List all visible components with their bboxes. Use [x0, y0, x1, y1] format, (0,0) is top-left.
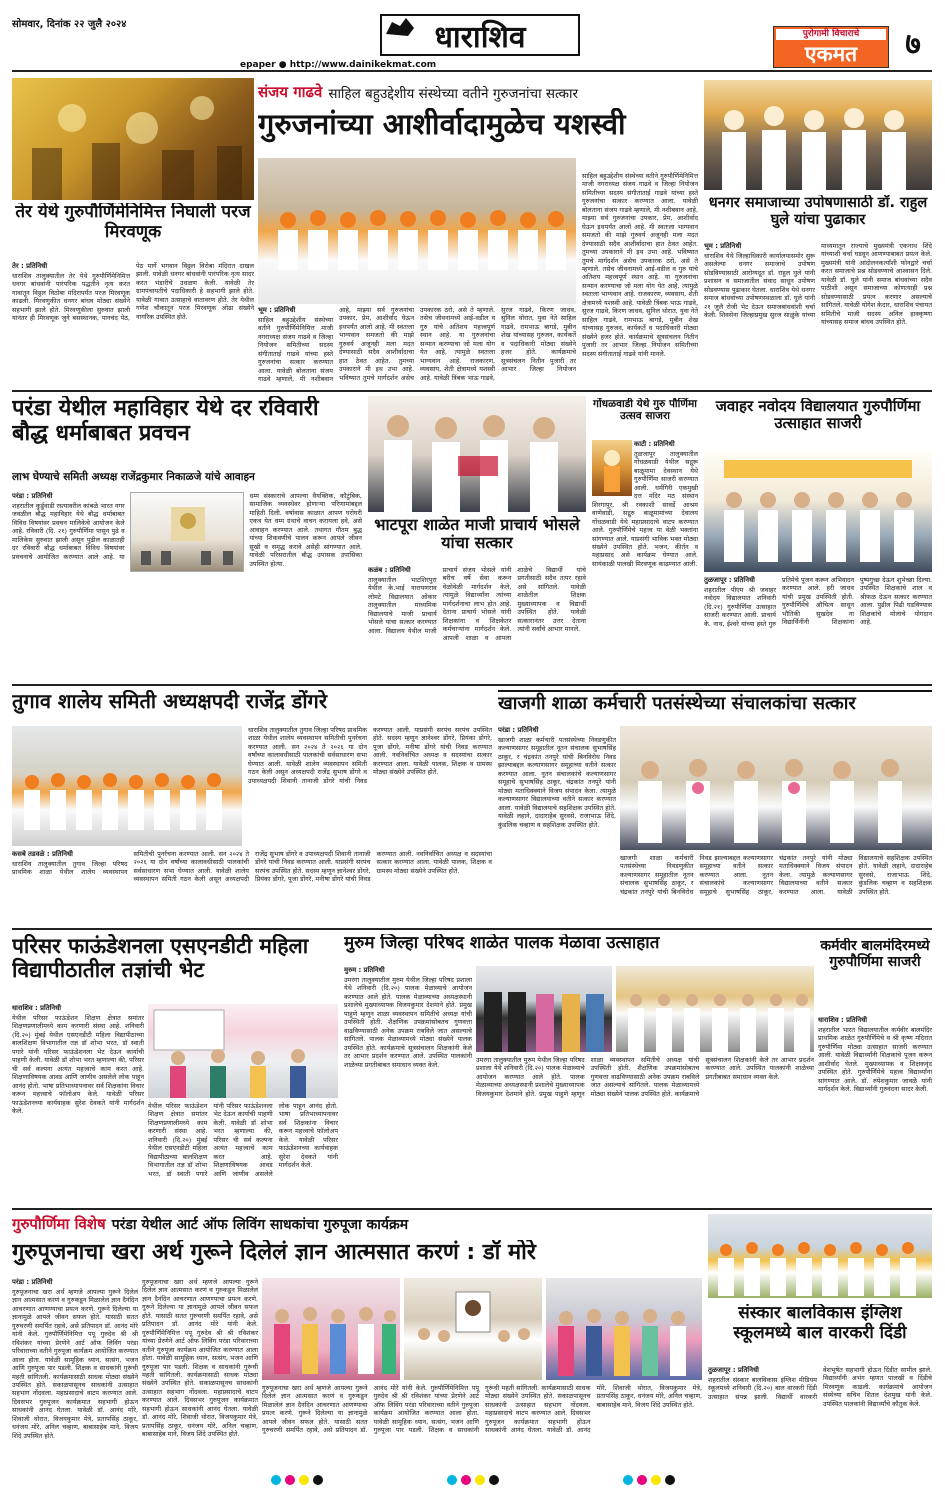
story13-tag: गुरुपौर्णिमा विशेष: [12, 1215, 106, 1234]
registration-dot: [475, 1475, 485, 1485]
story5-headline: भाटपूरा शाळेत माजी प्राचार्य भोसले यांचा सत्कार: [374, 516, 580, 553]
registration-marks: [0, 1470, 945, 1490]
story9-body: [498, 726, 616, 924]
story11-body: [344, 966, 472, 1202]
story3-text: धाराशिव येथे जिल्हाधिकारी कार्यालयासमोर सुरू असलेल्या धनगर समाजाचे उपोषण सोडविण्यासाठी आरोग्यदूत डॉ. राहुल घुले यांनी प्रशासन व समाजातील संवाद साधून उपोषण सोडवण्यास पुढाकार घेतला. धाराशिव येथे धनगर समाज बांधवांच्या उपोषणस्थळाला डॉ. घुले यांनी २१ जुलै रोजी भेट देऊन समाजबांधवांशी चर्चा केली. शिवसेना जिल्हाप्रमुख सुरज साळुंके यांच्या माध्यमातून राज्याचे मुख्यमंत्री एकनाथ शिंदे यांच्याशी चर्चा घडवून आणण्याबाबत प्रयत्न केले. मुख्यमंत्री यांनी आंदोलनकर्त्यांशी फोनद्वारे चर्चा करत समाजाचे प्रश्न सोडवण्याचे आश्वासन दिले. यावेळी डॉ. घुले यांनी समाज बांधवांच्या सदैव पाठीशी असून समाजाच्या कोणत्याही प्रश्न सोडवण्यासाठी प्रयत्न करणार असल्याचे सांगितले. यावेळी योगेश केदार, धाराशिव पंचायत समितीचे माजी सदस्य अनिल हाक्कृष्णा यांच्यासह समाज बांधव उपस्थित होते.: [704, 242, 932, 327]
story7-text: शहरातील पीएम श्री जवाहर नवोदय विद्यालयात शनिवारी (दि.२१) गुरुपौर्णिमा उत्साहात साजरी करण्यात आली. प्राचार्य के. नाथ, ईश्वरे यांच्या हस्ते गुरु प्रतिमेचे पूजन करून अभिवादन करण्यात आले. हरी जाधव यांची प्रमुख उपस्थिती होती. गुरुपौर्णिमेचे औचित्य साधून भौतिकी सुखदेव ना विद्यार्थिनींनी शिक्षकांना पुष्पगुच्छ देऊन शुभेच्छा दिल्या. उपस्थित शिक्षकांचे शाल व श्रीफळ देऊन सत्कार करण्यात आला. पुढील पिढी घडविण्यास शिक्षकांचे मोलाचे योगदान आहे.: [704, 576, 932, 628]
masthead-url[interactable]: epaper ● http://www.dainikekmat.com: [240, 60, 437, 70]
masthead-date: सोमवार, दिनांक २२ जुलै २०२४: [12, 19, 127, 30]
story10-body: [12, 1004, 144, 1120]
story9-body-bottom: [620, 854, 932, 924]
story13-headline: गुरुपूजनाचा खरा अर्थ गुरूने दिलेलं ज्ञान आत्मसात करणं : डॉ मोरे: [12, 1240, 536, 1265]
story9-text: खाजगी शाळा कर्मचारी पतसंस्थेच्या निवडणुकीत कल्याणसागर समूहातील नूतन संचालक सुभाषसिंह ठाकूर, र चंद्रकांत तनपुरे यांची बिनविरोध निवड झाल्याबद्दल कल्याणसागर समूहाच्या वतीने सत्कार करण्यात आला. नूतन संचालकांचे कल्याणसागर समूहाचे सुभाषसिंह ठाकूर, चंद्रकांत तनपुरे यांनी मोठ्या मताधिक्क्याने विजय संपादन केला. त्यामुळे कल्याणसागर विद्यालयाच्या वतीने सत्कार करण्यात आला. यावेळी विद्यालयाचे सहशिक्षक उपस्थित होते. यावेळी लहाने, दादाराहेब सुरवसे, राजाभाऊ शिंदे, कुंडलिक चव्हाण व सहशिक्षक उपस्थित होते.: [498, 735, 616, 829]
story1-text-cont: साहिल बहुउद्देशीय संस्थेच्या वतीने गुरुपौर्णिमेनिमित्त माजी नगराध्यक्ष संजय गाढवे व जिल्हा नियोजन समितीच्या सदस्य संगीताताई गाढवे यांच्या हस्ते गुरुजनांचा सत्कार करण्यात आला. यावेळी बोलताना संजय गाढवे म्हणाले, मी नशीबवान आहे, माझ्या सर्व गुरुजनांचा उपकार, प्रेम, आशीर्वाद घेऊन इथपर्यंत आलो आहे. मी स्वतःला भाग्यवान समजतो की माझे गुरुवर्य अजूनही मला मदत देण्यासाठी सदैव आशीर्वादाचा हात ठेवत आहेत. तुमच्या उपकाराने मी इथ उभा आहे. भविष्यात तुमचे मार्गदर्शन असेच उपकारक ठरो, असे ते म्हणाले. तसेच जीवनामध्ये आई-वडील व गुरु यांचे अतिशय महत्त्वपूर्ण स्थान आहे. या गुरुजनांचा सन्मान करण्याचा जो मला योग येत आहे, त्यामुळे स्वतःला भाग्यवान आहे. राजकारण, व्यवसाय, शेती क्षेत्रामध्ये यशस्वी आहे. यावेळी त्रिंबक भाऊ गाढवे, सुरज गाढवे, किरण जाधव, सुनिल थोरात, युवा नेते साहिल गाढवे, रामभाऊ बागडे, मुबीन शेख यांच्यासह गुरुजन, कार्यकर्ते व पदाधिकारी मोठ्या संख्येने हजर होते. कार्यक्रमाचे सूत्रसंचलन नितीन पुजारी तर आभार जिल्हा नियोजन समितीच्या सदस्य संगीताताई गाढवे यांनी मानले.: [582, 172, 698, 358]
story13-tag-row: [12, 1214, 702, 1236]
registration-dot: [489, 1475, 499, 1485]
brand-name: एकमत: [804, 42, 858, 66]
story10-text-cont: येथील परिसर फाऊंडेशन शिक्षण क्षेत्रात समांतर शिक्षणप्रणालीमध्ये काम करणारी संस्था आहे. शनिवारी (दि.२०) मुंबई येथील एसएनडीटी महिला विद्यापीठाच्या बालशिक्षण विभागातील तज्ञ डॉ शोभा भरत, डॉ स्वाती पगारे यांनी परिसर फाऊंडेशनला भेट देऊन कार्याची पाहणी केली. यावेळी डॉ शोभा भरत म्हणाल्या की, परिसर ची सर्व कल्पना अत्यंत महत्त्वाचे काम करत आहे. शिक्षणाविषयक आवड आणि जाणीव असलेले लोक पाहून आनंद होतो. भाषा प्रतिभाध्यापनावर सर्व शिक्षकांना विचार करून महत्त्वाचे फॉलोअप केले. यावेळी परिसर फाऊंडेशनच्या कार्यवाहक सुरेश देवकते यांनी मार्गदर्शन केले.: [148, 1102, 338, 1178]
parisar-visit-photo: [148, 1004, 338, 1098]
story13-text-cont: गुरुपूजनाचा खरा अर्थ म्हणजे आपल्या गुरूने दिलेलं ज्ञान आत्मसात करणं व गुरुकडून मिळालेलं ज्ञान दैनंदिन आचरणात आणण्याचा प्रयत्न करणे. गुरूने दिलेल्या या ज्ञानामुळे आपले जीवन सफल होते. यासाठी सतत गुरुचरणी समर्पित रहावे, असे प्रतिपादन डॉ. आनंद मोरे यांनी केले. गुरुपौर्णिमेनिमित्त पपू गुरुदेव श्री श्री रविशंकर यांच्या प्रेरणेने आर्ट ऑफ लिविंग परंडा परिवाराच्या वतीने गुरुपूजा कार्यक्रम आयोजित करण्यात आला होता. यावेळी सामूहिक ध्यान, सत्संग, भजन आणि गुरुपूजा पार पडली. शिक्षक व साधकांनी गुरूंची महती सांगितली. कार्यक्रमासाठी साधक मोठ्या संख्येने उपस्थित होते. सकाळपासूनच साधकांनी उत्साहात सहभाग नोंदवला. महाप्रसादाचे वाटप करण्यात आले. दिवसभर गुरुपूजन कार्यक्रमात सहभागी होऊन साधकांनी आनंद घेतला. यावेळी डॉ. आनंद मोरे, शिवाजी थोरात, विजयकुमार मेत्रे, प्रतापसिंह ठाकूर, धनंजय मोरे, अनिल चव्हाण, बाबासाहेब माने, विजय शिंदे उपस्थित होते.: [142, 1278, 258, 1439]
story8-body: [12, 850, 492, 924]
registration-dot: [271, 1475, 281, 1485]
story11-body-bottom: [476, 1056, 814, 1202]
dindi-children-photo: [708, 1214, 932, 1298]
story1-byline: भूम : प्रतिनिधी: [258, 306, 296, 314]
story4-text: शहरातील कुर्डुवाडी रस्त्यावरील कांबळे भारत नगर जवळील बौद्ध महाविहार येथे बौद्ध धर्माबाबत विविध विषयांवर प्रवचन मालिकेचे आयोजन केले आहे. रविवारी (दि. २१) गुरुपौर्णिमा पासून पुढे व मालिकेस सुरुवात झाली असून पुढील काळातही दर रविवारी बौद्ध धर्माबाबत विविध विषयांवर प्रवचनाचे आयोजित करण्यात आले आहे. या धम्म संस्काराचे आपल्या वैयक्तिक, कौटुंबिक, सामाजिक व्यवस्थेवर होणाऱ्या परिणामांबद्दल माहिती दिली. वर्षावास काळात आपण घरोघरी एकत्र येत धम्म ग्रंथाचे वाचन करायला हवे, असे आवाहन करण्यात आले. तथागत गौतम बुद्ध यांच्या शिकवणीचे पालन करून आपले जीवन सुखी व समृद्ध करावे असेही सांगण्यात आले. यावेळी परिसरातील बौद्ध उपासक उपासिका उपस्थित होत्या.: [12, 492, 362, 568]
story13-body: [12, 1278, 138, 1458]
story10-body-bottom: [148, 1102, 338, 1202]
story5-text: तालुक्यातील भाटशिरपुरा येथील के.भाई नारायणराव लोमटे विद्यालयात ओंकार तालुक्यातील माध्यमिक विद्यालयाचे माजी प्राचार्य भोसले यांचा सत्कार करण्यात आला. विद्यालय येथील माजी प्राचार्य संजय भोसले यांनी बरीच वर्षे सेवा करून वेळोवेळी मार्गदर्शन केले, त्यामुळे विद्यार्थ्यांना त्यांच्या मार्गदर्शनाचा लाभ होत आहे. देताना प्राचार्य भोसले यांनी शिक्षकांना व शिक्षकेतर कर्मचाऱ्यांना मार्गदर्शन केले. आपली शाळा व आपला शाळेचे विद्यार्थी यांचे प्रगतीसाठी सदैव तत्पर रहावे असे सांगितले. यावेळी शाळेतील शिक्षक मुख्याध्यापक व विद्यार्थी उपस्थित होते. यावेळी सत्कारानंतर उत्तर देताना त्यांनी सर्वांचे आभार मानले.: [368, 566, 586, 642]
story1-headline: गुरुजनांच्या आशीर्वादामुळेच यशस्वी: [258, 108, 626, 141]
story7-byline: तुळजापूर : प्रतिनिधी: [704, 576, 755, 584]
aol-group-photo-1: [262, 1278, 400, 1380]
story7-headline: जवाहर नवोदय विद्यालयात गुरुपौर्णिमा उत्साहात साजरी: [715, 398, 921, 433]
tugaon-committee-photo: [12, 726, 242, 846]
story12-body: [818, 1016, 932, 1202]
story3-byline: भूम : प्रतिनिधी: [704, 242, 742, 250]
story1-text: साहिल बहुउद्देशीय संस्थेच्या वतीने गुरुपौर्णिमेनिमित्त माजी नगराध्यक्ष संजय गाढवे व जिल्हा नियोजन समितीच्या सदस्य संगीताताई गाढवे यांच्या हस्ते गुरुजनांचा सत्कार करण्यात आला. यावेळी बोलताना संजय गाढवे म्हणाले, मी नशीबवान आहे, माझ्या सर्व गुरुजनांचा उपकार, प्रेम, आशीर्वाद घेऊन इथपर्यंत आलो आहे. मी स्वतःला भाग्यवान समजतो की माझे गुरुवर्य अजूनही मला मदत देण्यासाठी सदैव आशीर्वादाचा हात ठेवत आहेत. तुमच्या उपकाराने मी इथ उभा आहे. भविष्यात तुमचे मार्गदर्शन असेच उपकारक ठरो, असे ते म्हणाले. तसेच जीवनामध्ये आई-वडील व गुरु यांचे अतिशय महत्त्वपूर्ण स्थान आहे. या गुरुजनांचा सन्मान करण्याचा जो मला योग येत आहे, त्यामुळे स्वतःला भाग्यवान आहे. राजकारण, व्यवसाय, शेती क्षेत्रामध्ये यशस्वी आहे. यावेळी त्रिंबक भाऊ गाढवे, सुरज गाढवे, किरण जाधव, सुनिल थोरात, युवा नेते साहिल गाढवे, रामभाऊ बागडे, मुबीन शेख यांच्यासह गुरुजन, कार्यकर्ते व पदाधिकारी मोठ्या संख्येने हजर होते. कार्यक्रमाचे सूत्रसंचलन नितीन पुजारी तर आभार जिल्हा नियोजन: [258, 306, 576, 384]
brand-box: [773, 26, 889, 68]
color-dots-right: [621, 1475, 677, 1485]
story13-body-3: [262, 1384, 702, 1458]
story2-headline: तेर येथे गुरुपौर्णिमेनिमित्त निघाली परज मिरवणूक: [15, 203, 251, 242]
story13-headline-top: परंडा येथील आर्ट ऑफ लिविंग साधकांचा गुरुपूजा कार्यक्रम: [111, 1216, 409, 1233]
story11-byline: मुरुम : प्रतिनिधी: [344, 966, 385, 974]
registration-dot: [313, 1475, 323, 1485]
story14-text: शहरातील संस्कार बालविकास इंग्लिश मीडियम स्कूलमध्ये शनिवारी (दि.२०) बाल वारकरी दिंडी उत्साहात संपन्न झाली. विद्यार्थी वारकरी वेशभूषेत सहभागी होऊन दिंडीत सामील झाले. विद्यार्थ्यांनी अभंग म्हणत पालखी व दिंडीचे मिरवणूक काढली. कार्यक्रमाचे आयोजन संस्थेच्या सचिव शितल देशमुख यांनी केले. उपस्थित पालकांनी विद्यार्थ्यांचे कौतुक केले.: [708, 1366, 932, 1408]
story6-text: तुळजापूर तालुक्यातील गोंधळवाडी येथील सद्गुरू बाळूमामा देवस्थान येथे गुरुपौर्णिमा साजरी करण्यात आली. धर्मगिरी एकमुखी दत्त मंदिर मठ संस्थान शिरगापूर, श्री रवकाशी सावर्डे आश्रम वाणेवाडी, सद्गुरु बाळूमामांच्या देवालय गोंधळवाडी येथे महाप्रसादाचे वाटप करण्यात आले. गुरुपौर्णिमेचे महत्त्व या वेळी भक्तांना सांगण्यात आले. याप्रसंगी भाविक भक्त मोठ्या संख्येने उपस्थित होते. भजन, कीर्तन व महाप्रसाद असे कार्यक्रम घेण्यात आले. सायंकाळी पालखी मिरवणूक काढण्यात आली.: [592, 449, 698, 568]
story6-byline: काटी : प्रतिनिधी: [634, 440, 675, 448]
story7-body: [704, 576, 932, 678]
story6-headline: गोंधळवाडी येथे गुरु पौर्णिमा उत्सव साजरा: [593, 398, 697, 423]
story11-text: उमरगा तालुक्यातील मुरुम येथील जिल्हा परिषद प्रशाला येथे शनिवारी (दि.२०) पालक मेळाव्याचे आयोजन करण्यात आले होते. पालक मेळाव्याच्या अध्यक्षस्थानी प्रशालेचे मुख्याध्यापक विजयकुमार देशमाने होते. प्रमुख पाहुणे म्हणून शाळा व्यवस्थापन समितीचे अध्यक्ष यांची उपस्थिती होती. शैक्षणिक उपक्रमांसोबतच गुणवत्ता वाढविण्यासाठी अनेक उपक्रम राबविले जात असल्याचे सांगितले. पालक मेळाव्यामध्ये मोठ्या संख्येने पालक उपस्थित होते. कार्यक्रमाचे सूत्रसंचालन शिक्षकांनी केले तर आभार प्रदर्शन करण्यात आले. उपस्थित पालकांनी शाळेच्या प्रगतीबाबत समाधान व्यक्त केले.: [344, 975, 472, 1069]
registration-dot: [285, 1475, 295, 1485]
story1-body-side: [582, 172, 698, 384]
dhangar-meeting-photo: [704, 80, 932, 190]
story13-body-2: [142, 1278, 258, 1458]
story10-byline: धाराशिव : प्रतिनिधी: [12, 1004, 62, 1012]
edition-name: धाराशिव: [434, 19, 526, 55]
registration-dot: [651, 1475, 661, 1485]
story11-headline: मुरुम जिल्हा परिषद शाळेत पालक मेळावा उत्साहात: [344, 934, 660, 953]
navodaya-staff-photo: [704, 452, 932, 572]
brand-tagline: पुरोगामी विचाराचे: [776, 29, 886, 40]
color-dots-left: [269, 1475, 325, 1485]
story13-text: गुरुपूजनाचा खरा अर्थ म्हणजे आपल्या गुरूने दिलेलं ज्ञान आत्मसात करणं व गुरुकडून मिळालेलं ज्ञान दैनंदिन आचरणात आणण्याचा प्रयत्न करणे. गुरूने दिलेल्या या ज्ञानामुळे आपले जीवन सफल होते. यासाठी सतत गुरुचरणी समर्पित रहावे, असे प्रतिपादन डॉ. आनंद मोरे यांनी केले. गुरुपौर्णिमेनिमित्त पपू गुरुदेव श्री श्री रविशंकर यांच्या प्रेरणेने आर्ट ऑफ लिविंग परंडा परिवाराच्या वतीने गुरुपूजा कार्यक्रम आयोजित करण्यात आला होता. यावेळी सामूहिक ध्यान, सत्संग, भजन आणि गुरुपूजा पार पडली. शिक्षक व साधकांनी गुरूंची महती सांगितली. कार्यक्रमासाठी साधक मोठ्या संख्येने उपस्थित होते. सकाळपासूनच साधकांनी उत्साहात सहभाग नोंदवला. महाप्रसादाचे वाटप करण्यात आले. दिवसभर गुरुपूजन कार्यक्रमात सहभागी होऊन साधकांनी आनंद घेतला. यावेळी डॉ. आनंद मोरे, शिवाजी थोरात, विजयकुमार मेत्रे, प्रतापसिंह ठाकूर, धनंजय मोरे, अनिल चव्हाण, बाबासाहेब माने, विजय शिंदे उपस्थित होते.: [12, 1287, 138, 1440]
story8-byline: कसबे तडवळे : प्रतिनिधी: [12, 850, 73, 858]
story8-headline: तुगाव शालेय समिती अध्यक्षपदी राजेंद्र डोंगरे: [12, 690, 327, 713]
story4-subhead: लाभ घेण्याचे समिती अध्यक्ष राजेंद्रकुमार निकाळजे यांचे आवाहन: [12, 471, 255, 483]
story9-byline: परंडा : प्रतिनिधी: [498, 726, 539, 734]
story5-byline: कळंब : प्रतिनिधी: [368, 566, 411, 574]
story12-byline: धाराशिव : प्रतिनिधी: [818, 1016, 868, 1024]
story5-body: [368, 566, 586, 678]
procession-photo: [12, 78, 254, 200]
story13-text-cont2: गुरुपूजनाचा खरा अर्थ म्हणजे आपल्या गुरूने दिलेलं ज्ञान आत्मसात करणं व गुरुकडून मिळालेलं ज्ञान दैनंदिन आचरणात आणण्याचा प्रयत्न करणे. गुरूने दिलेल्या या ज्ञानामुळे आपले जीवन सफल होते. यासाठी सतत गुरुचरणी समर्पित रहावे, असे प्रतिपादन डॉ. आनंद मोरे यांनी केले. गुरुपौर्णिमेनिमित्त पपू गुरुदेव श्री श्री रविशंकर यांच्या प्रेरणेने आर्ट ऑफ लिविंग परंडा परिवाराच्या वतीने गुरुपूजा कार्यक्रम आयोजित करण्यात आला होता. यावेळी सामूहिक ध्यान, सत्संग, भजन आणि गुरुपूजा पार पडली. शिक्षक व साधकांनी गुरूंची महती सांगितली. कार्यक्रमासाठी साधक मोठ्या संख्येने उपस्थित होते. सकाळपासूनच साधकांनी उत्साहात सहभाग नोंदवला. महाप्रसादाचे वाटप करण्यात आले. दिवसभर गुरुपूजन कार्यक्रमात सहभागी होऊन साधकांनी आनंद घेतला. यावेळी डॉ. आनंद मोरे, शिवाजी थोरात, विजयकुमार मेत्रे, प्रतापसिंह ठाकूर, धनंजय मोरे, अनिल चव्हाण, बाबासाहेब माने, विजय शिंदे उपस्थित होते.: [262, 1384, 702, 1435]
story14-body: [708, 1366, 932, 1458]
story6-body: [592, 440, 698, 678]
story10-headline: परिसर फाऊंडेशनला एसएनडीटी महिला विद्यापीठातील तज्ञांची भेट: [12, 934, 309, 983]
story2-byline: तेर : प्रतिनिधी: [12, 262, 48, 270]
story2-text: धाराशिव तालुक्यातील तेर येथे गुरुपौर्णिमेनिमित्त धनगर बांधवांनी पारंपरिक पद्धतीने नृत्य करत गावातून विठ्ठल विठोबा मंदिरापर्यंत परज मिरवणूक काढली. मिरवणुकीत धनगर बांधव मोठ्या संख्येने सहभागी झाले होते. मिरवणूकीला सुरुवात झाली यानंतर ही मिरवणूक जुने बसस्थानक, पानचंद पेठ, पेठ मार्गे भगवान विठ्ठल विरोबा मंदिरात दाखल झाली. यावेळी धनगर बांधवांनी पारंपरिक नृत्य सादर करत भंडारीचे उधळण केली. यावेळी तेर ग्रामपंचायतीचे पदाधिकारी हे सहभागी झाले होते. यावेळी गावात उत्साहाचे वातावरण होते. तेर येथील गणेश चौकातून परज मिरवणूक ओढा संख्येने नागरिक उपस्थित होते.: [12, 262, 254, 323]
story14-headline: संस्कार बालविकास इंग्लिश स्कूलमध्ये बाल वारकरी दिंडी: [733, 1304, 907, 1343]
story4-byline: परंडा : प्रतिनिधी: [12, 492, 53, 500]
registration-dot: [461, 1475, 471, 1485]
story9-text-cont: खाजगी शाळा कर्मचारी पतसंस्थेच्या निवडणुकीत कल्याणसागर समूहातील नूतन संचालक सुभाषसिंह ठाकूर, र चंद्रकांत तनपुरे यांची बिनविरोध निवड झाल्याबद्दल कल्याणसागर समूहाच्या वतीने सत्कार करण्यात आला. नूतन संचालकांचे कल्याणसागर समूहाचे सुभाषसिंह ठाकूर, चंद्रकांत तनपुरे यांनी मोठ्या मताधिक्क्याने विजय संपादन केला. त्यामुळे कल्याणसागर विद्यालयाच्या वतीने सत्कार करण्यात आला. यावेळी विद्यालयाचे सहशिक्षक उपस्थित होते. यावेळी लहाने, दादाराहेब सुरवसे, राजाभाऊ शिंदे, कुंडलिक चव्हाण व सहशिक्षक उपस्थित होते.: [620, 854, 932, 896]
aol-group-photo-2: [546, 1278, 702, 1380]
murum-parents-meet-photo: [476, 966, 612, 1052]
story8-text: धाराशिव तालुक्यातील तुगाव जिल्हा परिषद प्राथमिक शाळा येथील शालेय व्यवस्थापन समितीची पुनर्रचना करण्यात आली. सन २०२४ ते २०२६ या दोन वर्षांच्या कालावधीसाठी पालकांची सर्वसाधारण सभा घेण्यात आली. यावेळी शालेय व्यवस्थापन समिती गठन केली असून अध्यक्षपदी राजेंद्र सुभाष डोंगरे व उपाध्यक्षपदी शिवानी तानाजी डोंगरे यांची निवड करण्यात आली. याप्रसंगी सरपंच सरपंच उपस्थित होते. सदस्य म्हणून ज्ञानेश्वर डोंगरे, प्रियंका डोंगरे, पूजा डोंगरे, मनीषा डोंगरे यांची निवड करण्यात आली. नवनिर्वाचित अध्यक्ष व सदस्यांचा सत्कार करण्यात आला. यावेळी पालक, शिक्षक व ग्रामस्थ मोठ्या संख्येने उपस्थित होते.: [12, 850, 492, 884]
story4-headline: परंडा येथील महाविहार येथे दर रविवारी बौद्ध धर्माबाबत प्रवचन: [12, 396, 319, 447]
story10-text: येथील परिसर फाऊंडेशन शिक्षण क्षेत्रात समांतर शिक्षणप्रणालीमध्ये काम करणारी संस्था आहे. शनिवारी (दि.२०) मुंबई येथील एसएनडीटी महिला विद्यापीठाच्या बालशिक्षण विभागातील तज्ञ डॉ शोभा भरत, डॉ स्वाती पगारे यांनी परिसर फाऊंडेशनला भेट देऊन कार्याची पाहणी केली. यावेळी डॉ शोभा भरत म्हणाल्या की, परिसर ची सर्व कल्पना अत्यंत महत्त्वाचे काम करत आहे. शिक्षणाविषयक आवड आणि जाणीव असलेले लोक पाहून आनंद होतो. भाषा प्रतिभाध्यापनावर सर्व शिक्षकांना विचार करून महत्त्वाचे फॉलोअप केले. यावेळी परिसर फाऊंडेशनच्या कार्यवाहक सुरेश देवकते यांनी मार्गदर्शन केले.: [12, 1013, 144, 1115]
story1-kicker-row: [258, 80, 698, 106]
story3-body: [704, 242, 932, 384]
registration-dot: [637, 1475, 647, 1485]
story3-headline: धनगर समाजाच्या उपोषणासाठी डॉ. राहुल घुले यांचा पुढाकार: [708, 195, 928, 228]
masthead: [0, 0, 945, 72]
registration-dot: [623, 1475, 633, 1485]
story9-headline: खाजगी शाळा कर्मचारी पतसंस्थेच्या संचालकांचा सत्कार: [498, 690, 932, 720]
registration-dot: [447, 1475, 457, 1485]
map-icon: [384, 16, 416, 38]
story1-headline-top: साहिल बहुउद्देशीय संस्थेच्या वतीने गुरुजनांचा सत्कार: [328, 86, 579, 102]
felicitation-group-photo: [258, 158, 576, 304]
murum-school-photo: [616, 966, 814, 1052]
aol-guru-photo: [404, 1278, 542, 1380]
registration-dot: [299, 1475, 309, 1485]
story1-body: [258, 306, 576, 384]
story13-byline: परंडा : प्रतिनिधी: [12, 1278, 53, 1286]
story8-text-cont: धाराशिव तालुक्यातील तुगाव जिल्हा परिषद प्राथमिक शाळा येथील शालेय व्यवस्थापन समितीची पुनर्रचना करण्यात आली. सन २०२४ ते २०२६ या दोन वर्षांच्या कालावधीसाठी पालकांची सर्वसाधारण सभा घेण्यात आली. यावेळी शालेय व्यवस्थापन समिती गठन केली असून अध्यक्षपदी राजेंद्र सुभाष डोंगरे व उपाध्यक्षपदी शिवानी तानाजी डोंगरे यांची निवड करण्यात आली. याप्रसंगी सरपंच सरपंच उपस्थित होते. सदस्य म्हणून ज्ञानेश्वर डोंगरे, प्रियंका डोंगरे, पूजा डोंगरे, मनीषा डोंगरे यांची निवड करण्यात आली. नवनिर्वाचित अध्यक्ष व सदस्यांचा सत्कार करण्यात आला. यावेळी पालक, शिक्षक व ग्रामस्थ मोठ्या संख्येने उपस्थित होते.: [248, 726, 492, 785]
bhatpura-felicitation-photo: [368, 396, 586, 512]
story2-body: [12, 262, 254, 382]
page-number: ७: [905, 27, 921, 62]
story8-body-side: [248, 726, 492, 846]
mahavihar-hall-photo: [130, 492, 244, 572]
color-dots-center: [445, 1475, 501, 1485]
registration-dot: [665, 1475, 675, 1485]
story12-text: शहरातील भारत विद्यालयातील कर्मवीर बालमंदिर प्राथमिक शाळेत गुरुपौर्णिमेचे व श्री कृष्ण मंदिरात गुरुपौर्णिमा मोठ्या उत्साहात साजरी करण्यात आली. यावेळी विद्यार्थ्यांनी शिक्षकांचे पूजन करून आशीर्वाद घेतले. मुख्याध्यापक व शिक्षकवृंद उपस्थित होते. गुरुपौर्णिमेचे महत्त्व विद्यार्थ्यांना सांगण्यात आले. डॉ. रुपेशकुमार जावळे यांनी मार्गदर्शन केले. विद्यार्थ्यांनी गुरुवंदना सादर केली.: [818, 1025, 932, 1094]
story11-text-cont: उमरगा तालुक्यातील मुरुम येथील जिल्हा परिषद प्रशाला येथे शनिवारी (दि.२०) पालक मेळाव्याचे आयोजन करण्यात आले होते. पालक मेळाव्याच्या अध्यक्षस्थानी प्रशालेचे मुख्याध्यापक विजयकुमार देशमाने होते. प्रमुख पाहुणे म्हणून शाळा व्यवस्थापन समितीचे अध्यक्ष यांची उपस्थिती होती. शैक्षणिक उपक्रमांसोबतच गुणवत्ता वाढविण्यासाठी अनेक उपक्रम राबविले जात असल्याचे सांगितले. पालक मेळाव्यामध्ये मोठ्या संख्येने पालक उपस्थित होते. कार्यक्रमाचे सूत्रसंचालन शिक्षकांनी केले तर आभार प्रदर्शन करण्यात आले. उपस्थित पालकांनी शाळेच्या प्रगतीबाबत समाधान व्यक्त केले.: [476, 1056, 814, 1098]
story1-kicker: संजय गाढवे: [258, 83, 323, 102]
story14-byline: तुळजापूर : प्रतिनिधी: [708, 1366, 759, 1374]
patsanstha-felicitation-photo: [620, 726, 932, 850]
story12-headline: कर्मवीर बालमंदिरमध्ये गुरुपौर्णिमा साजरी: [820, 938, 930, 971]
